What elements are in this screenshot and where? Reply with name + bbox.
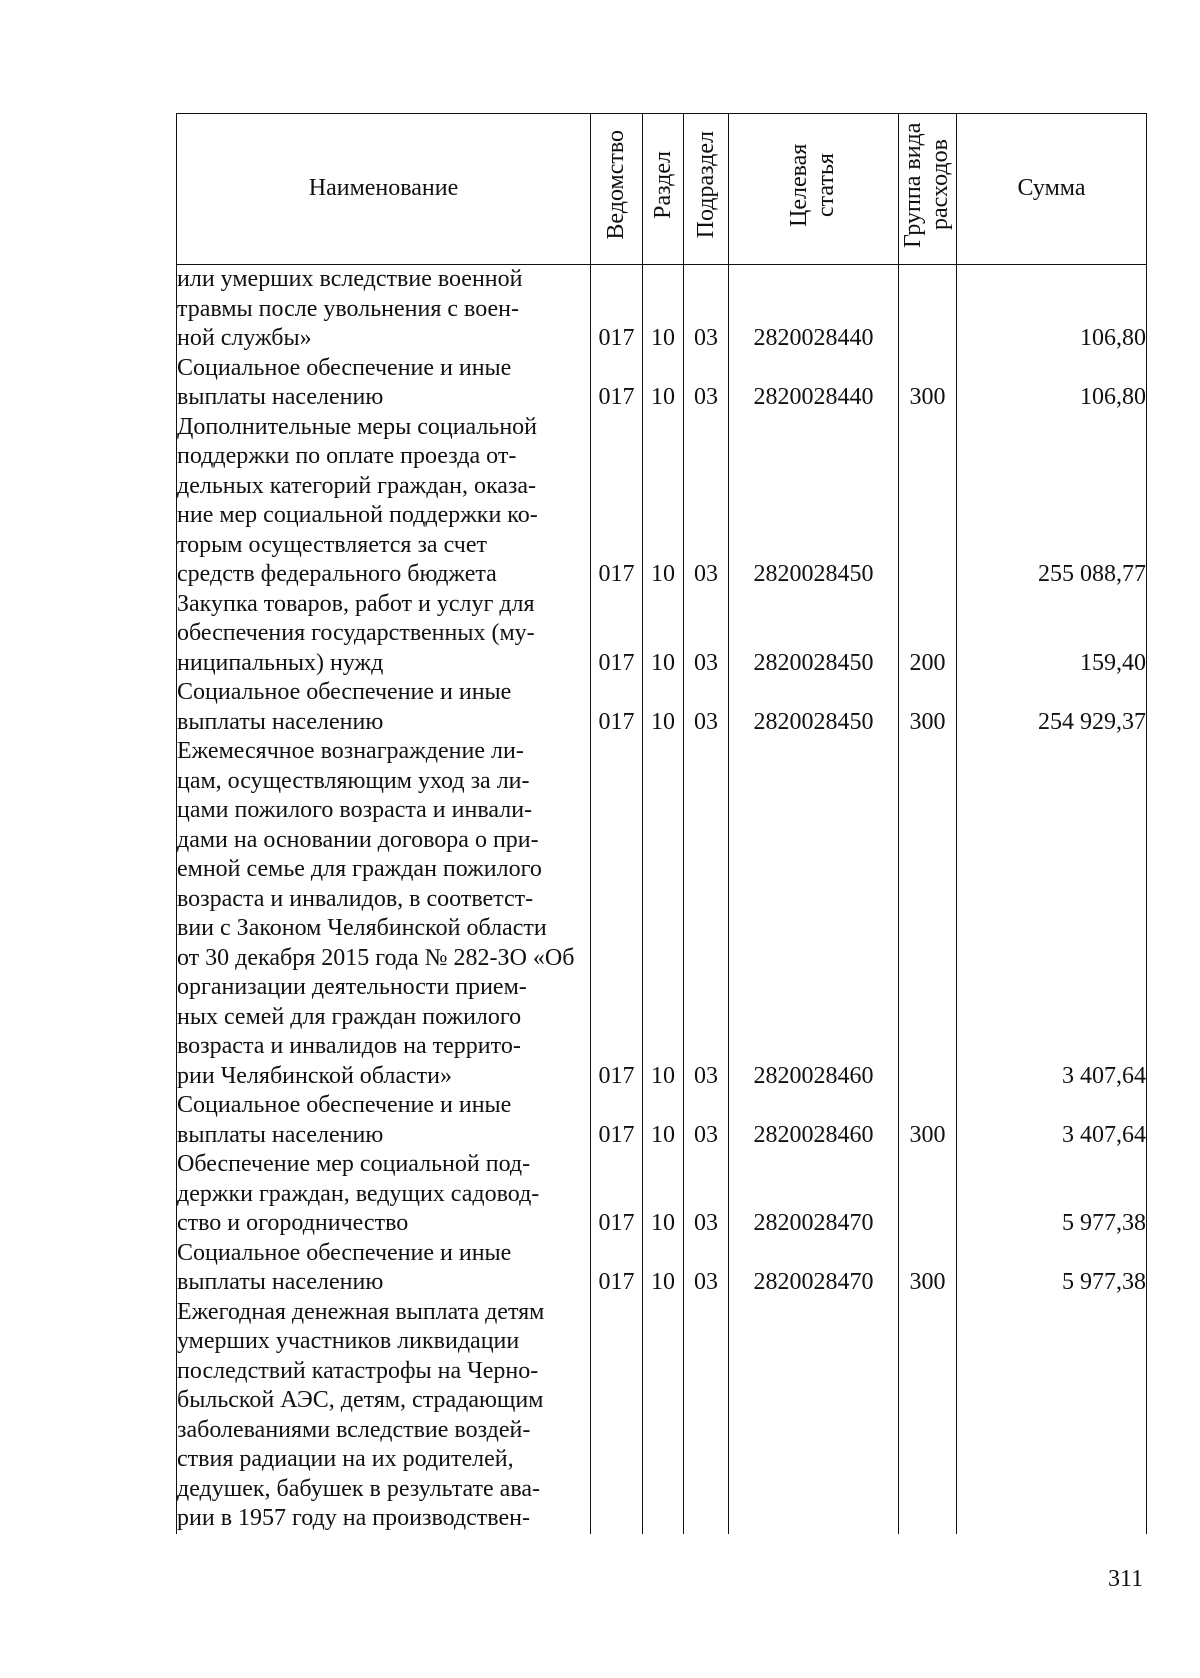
row-gruppa bbox=[899, 737, 957, 1091]
row-podrazdel: 03 bbox=[684, 1150, 729, 1239]
table-row bbox=[177, 1150, 1147, 1239]
table-row bbox=[177, 1239, 1147, 1298]
row-gruppa bbox=[899, 1298, 957, 1534]
row-vedomstvo bbox=[591, 1298, 643, 1534]
row-name: или умерших вследствие военной травмы после увольнения с воен- ной службы» bbox=[177, 265, 591, 354]
row-gruppa: 300 bbox=[899, 1091, 957, 1150]
row-celevaya-statya: 2820028450 bbox=[729, 413, 899, 590]
row-summa bbox=[957, 1298, 1147, 1534]
row-razdel: 10 bbox=[643, 1091, 684, 1150]
row-podrazdel: 03 bbox=[684, 1091, 729, 1150]
row-celevaya-statya: 2820028450 bbox=[729, 678, 899, 737]
row-summa: 3 407,64 bbox=[957, 737, 1147, 1091]
row-razdel bbox=[643, 1298, 684, 1534]
row-name: Обеспечение мер социальной под- держки граждан, ведущих садовод- ство и огородничество bbox=[177, 1150, 591, 1239]
page-number: 311 bbox=[1108, 1566, 1144, 1592]
row-celevaya-statya: 2820028470 bbox=[729, 1150, 899, 1239]
table-row bbox=[177, 678, 1147, 737]
row-gruppa: 200 bbox=[899, 590, 957, 679]
row-vedomstvo: 017 bbox=[591, 413, 643, 590]
row-podrazdel bbox=[684, 1298, 729, 1534]
row-gruppa bbox=[899, 413, 957, 590]
row-gruppa: 300 bbox=[899, 354, 957, 413]
row-razdel: 10 bbox=[643, 590, 684, 679]
row-celevaya-statya: 2820028470 bbox=[729, 1239, 899, 1298]
row-celevaya-statya: 2820028440 bbox=[729, 265, 899, 354]
row-razdel: 10 bbox=[643, 737, 684, 1091]
budget-table bbox=[176, 113, 1147, 1534]
row-celevaya-statya: 2820028440 bbox=[729, 354, 899, 413]
row-name: Социальное обеспечение и иные выплаты населению bbox=[177, 1091, 591, 1150]
row-name: Дополнительные меры социальной поддержки по оплате проезда от- дельных категорий граждан, оказа- ние мер социальной поддержки ко- торым осуществляется за счет средств федерального бюджета bbox=[177, 413, 591, 590]
row-vedomstvo: 017 bbox=[591, 590, 643, 679]
row-razdel: 10 bbox=[643, 265, 684, 354]
row-summa: 106,80 bbox=[957, 265, 1147, 354]
row-gruppa: 300 bbox=[899, 1239, 957, 1298]
row-podrazdel: 03 bbox=[684, 737, 729, 1091]
row-vedomstvo: 017 bbox=[591, 678, 643, 737]
row-celevaya-statya: 2820028460 bbox=[729, 1091, 899, 1150]
row-summa: 159,40 bbox=[957, 590, 1147, 679]
row-summa: 5 977,38 bbox=[957, 1150, 1147, 1239]
row-celevaya-statya bbox=[729, 1298, 899, 1534]
row-podrazdel: 03 bbox=[684, 265, 729, 354]
row-celevaya-statya: 2820028450 bbox=[729, 590, 899, 679]
row-podrazdel: 03 bbox=[684, 413, 729, 590]
row-razdel: 10 bbox=[643, 1150, 684, 1239]
table-row bbox=[177, 1298, 1147, 1534]
row-vedomstvo: 017 bbox=[591, 737, 643, 1091]
header-razdel: Раздел bbox=[643, 114, 684, 265]
header-celevaya: Целевая статья bbox=[729, 114, 899, 265]
row-name: Социальное обеспечение и иные выплаты населению bbox=[177, 1239, 591, 1298]
row-razdel: 10 bbox=[643, 678, 684, 737]
row-vedomstvo: 017 bbox=[591, 354, 643, 413]
row-podrazdel: 03 bbox=[684, 678, 729, 737]
row-summa: 5 977,38 bbox=[957, 1239, 1147, 1298]
table-row bbox=[177, 1091, 1147, 1150]
row-gruppa bbox=[899, 1150, 957, 1239]
row-summa: 3 407,64 bbox=[957, 1091, 1147, 1150]
row-summa: 254 929,37 bbox=[957, 678, 1147, 737]
table-row bbox=[177, 354, 1147, 413]
row-podrazdel: 03 bbox=[684, 1239, 729, 1298]
row-celevaya-statya: 2820028460 bbox=[729, 737, 899, 1091]
header-name: Наименование bbox=[177, 114, 591, 265]
table-row bbox=[177, 590, 1147, 679]
header-summa: Сумма bbox=[957, 114, 1147, 265]
row-name: Социальное обеспечение и иные выплаты населению bbox=[177, 678, 591, 737]
table-row bbox=[177, 737, 1147, 1091]
row-summa: 106,80 bbox=[957, 354, 1147, 413]
row-razdel: 10 bbox=[643, 354, 684, 413]
row-name: Закупка товаров, работ и услуг для обеспечения государственных (му- ниципальных) нужд bbox=[177, 590, 591, 679]
row-name: Социальное обеспечение и иные выплаты населению bbox=[177, 354, 591, 413]
table-header-row bbox=[177, 114, 1147, 265]
row-razdel: 10 bbox=[643, 413, 684, 590]
row-razdel: 10 bbox=[643, 1239, 684, 1298]
row-name: Ежегодная денежная выплата детям умерших участников ликвидации последствий катастрофы на Черно- быльской АЭС, детям, страдающим заболеваниями вследствие воздей- ствия радиации на их родителей, дедушек, бабушек в результате ава- рии в 1957 году на производствен- bbox=[177, 1298, 591, 1534]
row-name: Ежемесячное вознаграждение ли- цам, осуществляющим уход за ли- цами пожилого возраста и инвали- дами на основании договора о при- емной семье для граждан пожилого возраста и инвалидов, в соответст- вии с Законом Челябинской области от 30 декабря 2015 года № 282-ЗО «Об организации деятельности прием- ных семей для граждан пожилого возраста и инвалидов на террито- рии Челябинской области» bbox=[177, 737, 591, 1091]
table-row bbox=[177, 265, 1147, 354]
table-row bbox=[177, 413, 1147, 590]
row-summa: 255 088,77 bbox=[957, 413, 1147, 590]
row-vedomstvo: 017 bbox=[591, 1150, 643, 1239]
row-podrazdel: 03 bbox=[684, 354, 729, 413]
row-vedomstvo: 017 bbox=[591, 1091, 643, 1150]
row-vedomstvo: 017 bbox=[591, 265, 643, 354]
row-gruppa: 300 bbox=[899, 678, 957, 737]
row-gruppa bbox=[899, 265, 957, 354]
row-vedomstvo: 017 bbox=[591, 1239, 643, 1298]
header-podrazdel: Подраздел bbox=[684, 114, 729, 265]
header-vedomstvo: Ведомство bbox=[591, 114, 643, 265]
row-podrazdel: 03 bbox=[684, 590, 729, 679]
header-gruppa: Группа вида расходов bbox=[899, 114, 957, 265]
